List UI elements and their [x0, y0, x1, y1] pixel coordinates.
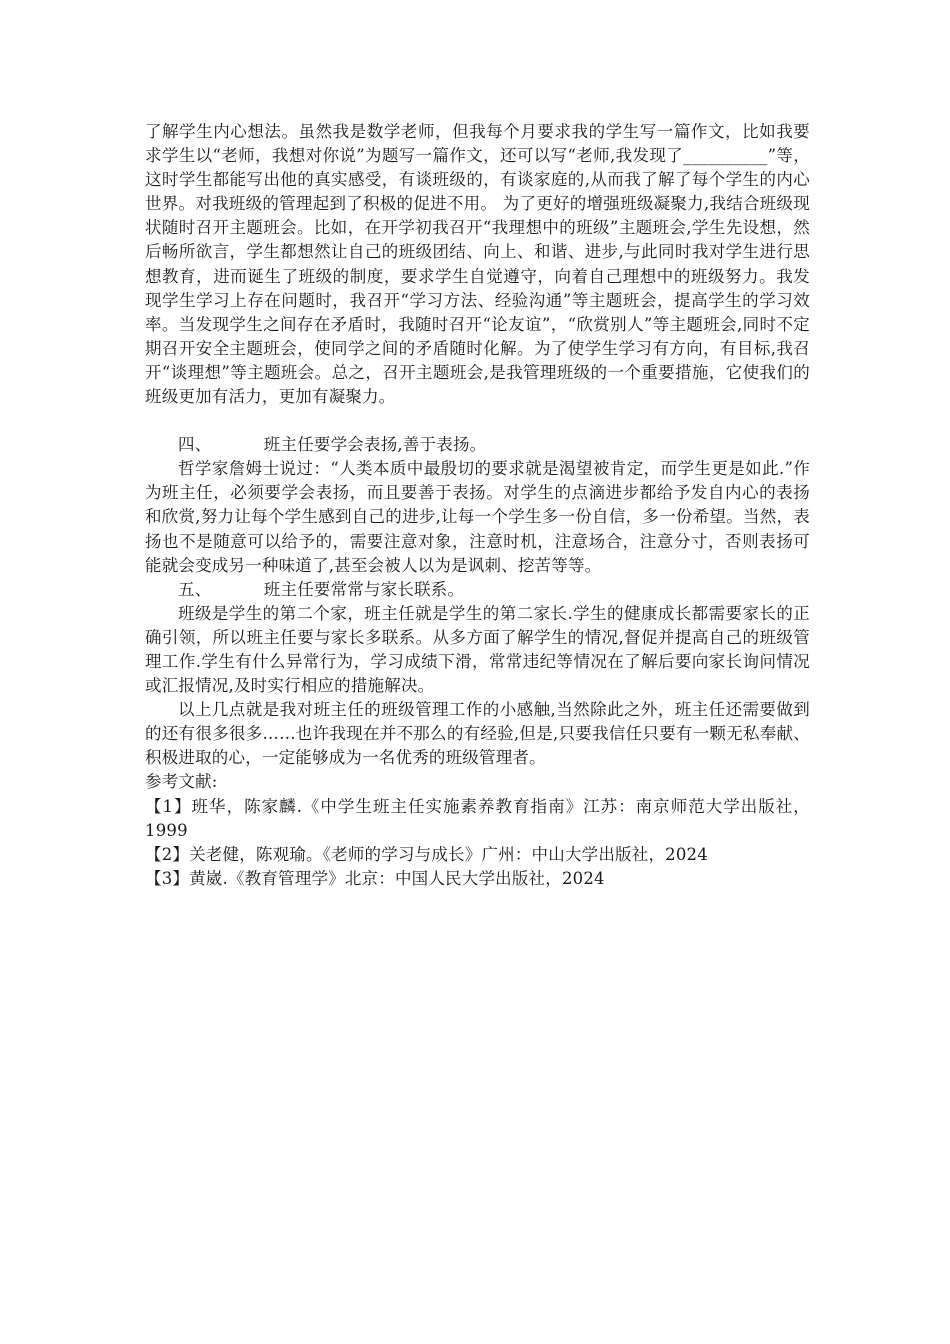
section-number: 五、 — [178, 579, 212, 599]
reference-item: 【3】黄崴.《教育管理学》北京：中国人民大学出版社，2024 — [145, 868, 605, 888]
reference-item: 【1】班华，陈家麟.《中学生班主任实施素养教育指南》江苏：南京师范大学出版社，1999 — [145, 796, 810, 840]
section-heading-parents — [145, 578, 810, 602]
reference-item: 【2】关老健，陈观瑜。《老师的学习与成长》广州：中山大学出版社，2024 — [145, 844, 708, 864]
document-page — [145, 120, 810, 891]
body-paragraph-class-meetings: 了解学生内心想法。虽然我是数学老师，但我每个月要求我的学生写一篇作文，比如我要求学生以“老师，我想对你说”为题写一篇作文，还可以写“老师,我发现了__________”等，这时学生都能写出他的真实感受，有谈班级的，有谈家庭的,从而我了解了每个学生的内心世界。对我班级的管理起到了积极的促进不用。 为了更好的增强班级凝聚力,我结合班级现状随时召开主题班会。比如，在开学初我召开“我理想中的班级”主题班会,学生先设想，然后畅所欲言，学生都想然让自己的班级团结、向上、和谐、进步,与此同时我对学生进行思想教育，进而诞生了班级的制度，要求学生自觉遵守，向着自己理想中的班级努力。我发现学生学习上存在问题时，我召开“学习方法、经验沟通”等主题班会，提高学生的学习效率。当发现学生之间存在矛盾时，我随时召开“论友谊”，“欣赏别人”等主题班会,同时不定期召开安全主题班会，使同学之间的矛盾随时化解。为了使学生学习有方向，有目标,我召开“谈理想”等主题班会。总之，召开主题班会,是我管理班级的一个重要措施，它使我们的班级更加有活力，更加有凝聚力。 — [145, 122, 810, 407]
section-title: 班主任要常常与家长联系。 — [263, 579, 465, 599]
section-title: 班主任要学会表扬,善于表扬。 — [263, 435, 487, 455]
paragraph-spacer — [145, 409, 810, 433]
section-number: 四、 — [178, 435, 212, 455]
section-heading-praise — [145, 433, 810, 457]
body-paragraph-praise: 哲学家詹姆士说过：“人类本质中最殷切的要求就是渴望被肯定，而学生更是如此.”作为班主任，必须要学会表扬，而且要善于表扬。对学生的点滴进步都给予发自内心的表扬和欣赏,努力让每个学生感到自己的进步,让每一个学生多一份自信，多一份希望。当然，表扬也不是随意可以给予的，需要注意对象，注意时机，注意场合，注意分寸，否则表扬可能就会变成另一种味道了,甚至会被人以为是讽刺、挖苦等等。 — [145, 459, 810, 575]
body-paragraph-parents: 班级是学生的第二个家，班主任就是学生的第二家长.学生的健康成长都需要家长的正确引领，所以班主任要与家长多联系。从多方面了解学生的情况,督促并提高自己的班级管理工作.学生有什么异常行为，学习成绩下滑，常常违纪等情况在了解后要向家长询问情况或汇报情况,及时实行相应的措施解决。 — [145, 603, 810, 696]
references-label: 参考文献: — [145, 772, 218, 792]
body-paragraph-conclusion: 以上几点就是我对班主任的班级管理工作的小感触,当然除此之外，班主任还需要做到的还有很多很多……也许我现在并不那么的有经验,但是,只要我信任只要有一颗无私奉献、积极进取的心，一定能够成为一名优秀的班级管理者。 — [145, 700, 810, 768]
